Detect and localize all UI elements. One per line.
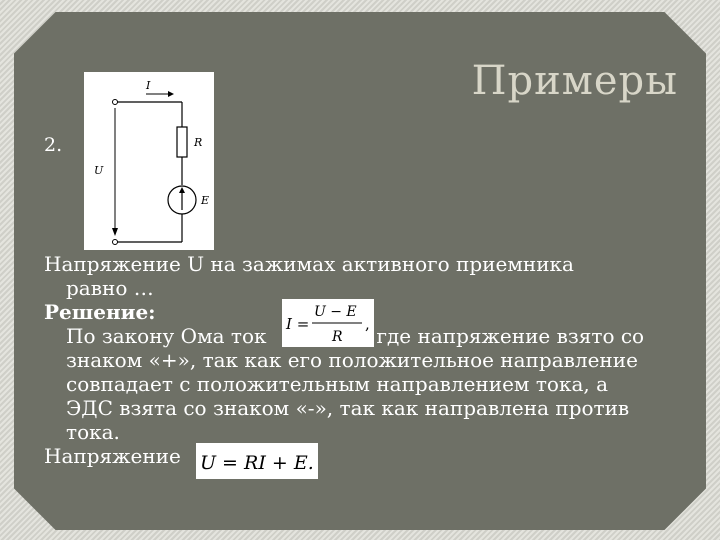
bottom-terminal bbox=[113, 240, 118, 245]
line-4-b: где напряжение взято со bbox=[376, 324, 645, 348]
line-7: ЭДС взята со знаком «-», так как направлена против bbox=[66, 396, 630, 420]
emf-label: E bbox=[201, 194, 210, 207]
current-label: I bbox=[146, 79, 151, 92]
line-5: знаком «+», так как его положительное направление bbox=[66, 348, 638, 372]
circuit-diagram bbox=[84, 72, 214, 250]
current-arrowhead bbox=[168, 91, 174, 97]
top-terminal bbox=[113, 100, 118, 105]
body-text bbox=[44, 252, 694, 468]
resistor-label: R bbox=[194, 136, 203, 149]
line-2: равно … bbox=[66, 276, 154, 300]
ohm-law-svg bbox=[282, 299, 374, 347]
formula1-lhs: I = bbox=[286, 315, 310, 333]
solution-label: Решение: bbox=[44, 300, 156, 324]
voltage-label: U bbox=[94, 164, 104, 177]
formula2-text: U = RI + E. bbox=[200, 452, 314, 474]
circuit-svg bbox=[84, 72, 214, 250]
formula1-numerator: U − E bbox=[314, 304, 357, 320]
item-number: 2. bbox=[44, 134, 63, 156]
slide-title: Примеры bbox=[471, 58, 678, 104]
line-8: тока. bbox=[66, 420, 120, 444]
resistor bbox=[177, 127, 187, 157]
line-9: Напряжение bbox=[44, 444, 181, 468]
voltage-formula bbox=[196, 443, 318, 479]
formula1-denominator: R bbox=[332, 329, 343, 345]
voltage-formula-svg bbox=[196, 443, 318, 479]
line-6: совпадает с положительным направлением тока, а bbox=[66, 372, 609, 396]
ohm-law-formula bbox=[282, 299, 374, 347]
formula1-comma: , bbox=[365, 315, 370, 333]
voltage-arrowhead bbox=[112, 228, 118, 236]
line-4-a: По закону Ома ток bbox=[66, 324, 267, 348]
line-1: Напряжение U на зажимах активного приемника bbox=[44, 252, 574, 276]
